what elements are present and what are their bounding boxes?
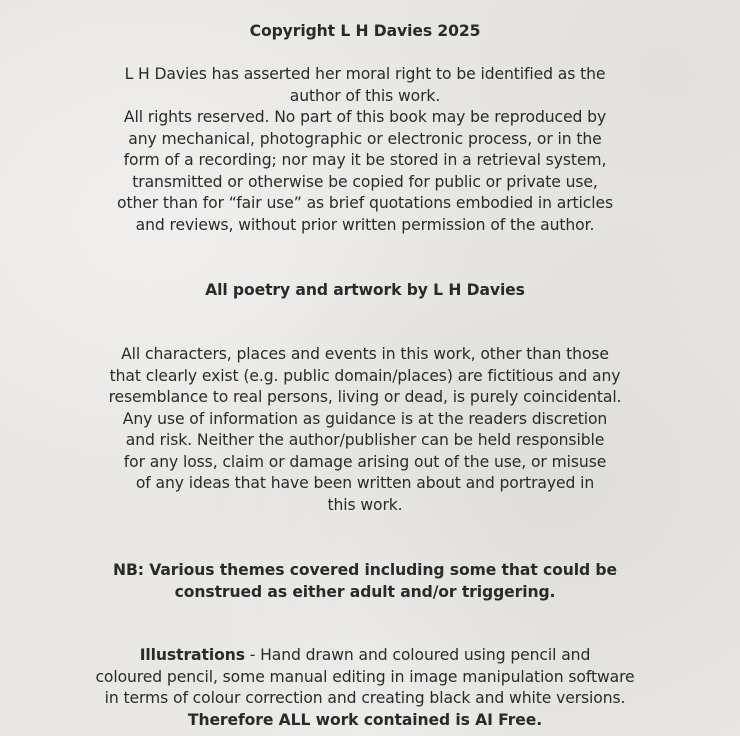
copyright-title-block [60,21,670,43]
rights-line: form of a recording; nor may it be stored in a retrieval system, [123,151,607,169]
disclaimer-line: of any ideas that have been written about and portrayed in [135,474,595,492]
rights-line: All rights reserved. No part of this book may be reproduced by [123,108,607,126]
illustrations-line: coloured pencil, some manual editing in image manipulation software [95,667,635,686]
rights-paragraph [60,64,670,236]
rights-line: transmitted or otherwise be copied for public or private use, [132,172,598,191]
disclaimer-line: resemblance to real persons, living or dead, is purely coincidental. [108,388,622,406]
rights-line: and reviews, without prior written permission of the author. [135,215,595,234]
poetry-artwork-credit: All poetry and artwork by L H Davies [205,281,525,299]
ai-free-statement: Therefore ALL work contained is AI Free. [187,710,543,729]
nb-line: NB: Various themes covered including some that could be [113,561,617,579]
nb-notice [60,560,670,603]
rights-line: any mechanical, photographic or electronic process, or in the [128,129,602,148]
credit-block [60,280,670,302]
illustrations-line-rest: - Hand drawn and coloured using pencil and [244,646,591,664]
illustrations-line: in terms of colour correction and creating black and white versions. [104,689,626,707]
illustrations-paragraph [60,645,670,731]
disclaimer-line: and risk. Neither the author/publisher can be held responsible [125,431,605,449]
nb-line: construed as either adult and/or triggering. [174,582,556,601]
rights-line: author of this work. [289,86,441,105]
disclaimer-line: All characters, places and events in this work, other than those [121,345,609,363]
disclaimer-line: this work. [327,495,403,514]
illustrations-label: Illustrations [139,646,245,664]
disclaimer-line: that clearly exist (e.g. public domain/places) are fictitious and any [109,366,621,385]
disclaimer-line: Any use of information as guidance is at the readers discretion [122,409,608,428]
copyright-title: Copyright L H Davies 2025 [249,22,481,40]
illustrations-first-line [60,645,670,667]
disclaimer-line: for any loss, claim or damage arising out of the use, or misuse [123,452,607,471]
rights-line: L H Davies has asserted her moral right to be identified as the [124,65,606,83]
rights-line: other than for “fair use” as brief quotations embodied in articles [117,194,613,212]
disclaimer-paragraph [60,344,670,516]
